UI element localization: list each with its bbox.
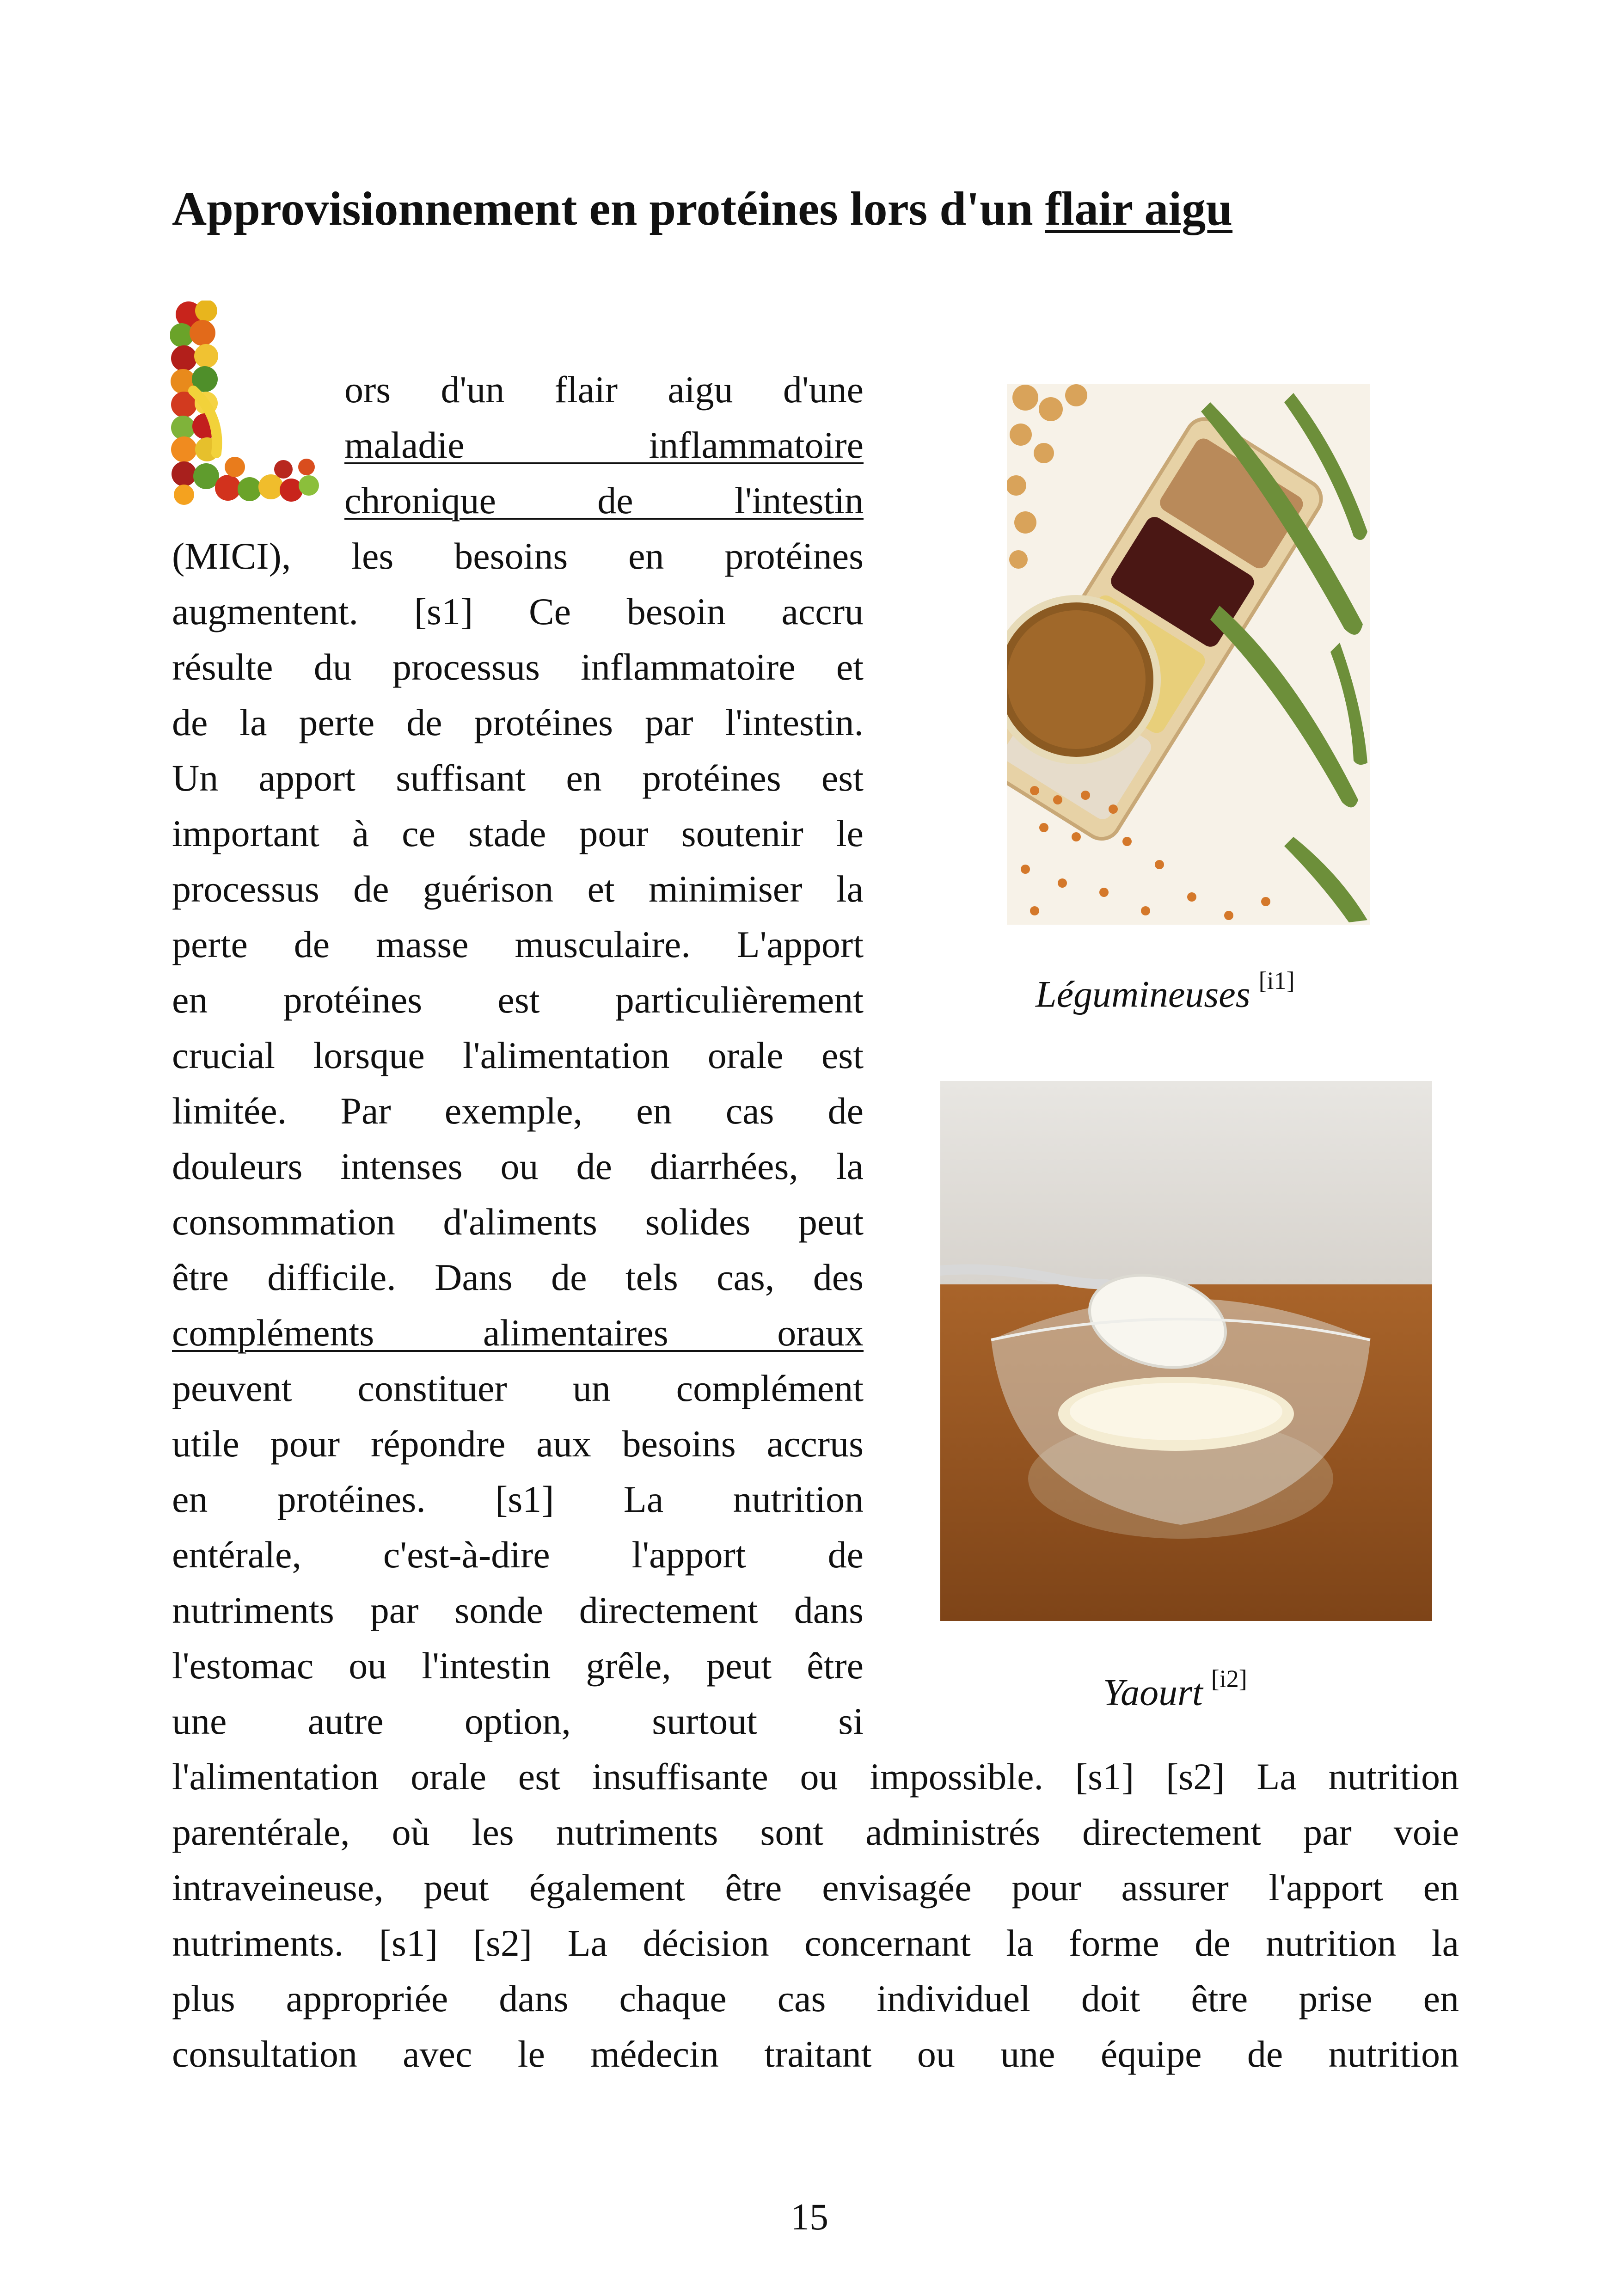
text-line: augmentent. [s1] Ce besoin accru — [172, 590, 864, 632]
text-line: utile pour répondre aux besoins accrus — [172, 1423, 864, 1465]
text-line: ors d'un flair aigu d'une — [344, 368, 864, 411]
text-line — [344, 417, 864, 473]
link-complements-oraux[interactable]: compléments alimentaires oraux — [172, 1312, 864, 1354]
page-number: 15 — [791, 2196, 828, 2238]
text-line: l'estomac ou l'intestin grêle, peut être — [172, 1645, 864, 1687]
text-line: consultation avec le médecin traitant ou une équipe de nutrition — [172, 2033, 1459, 2075]
figure-caption-legumineuses — [1036, 967, 1295, 1016]
page-title — [172, 183, 1232, 235]
text-line: perte de masse musculaire. L'apport — [172, 923, 864, 965]
text-line: l'alimentation orale est insuffisante ou impossible. [s1] [s2] La nutrition — [172, 1756, 1459, 1798]
text-line: intraveineuse, peut également être envisagée pour assurer l'apport en — [172, 1866, 1459, 1909]
text-line: résulte du processus inflammatoire et — [172, 646, 864, 688]
text-line: douleurs intenses ou de diarrhées, la — [172, 1145, 864, 1187]
link-mici-cont[interactable]: chronique de l'intestin — [344, 479, 864, 522]
text-line — [172, 1305, 864, 1361]
text-line: de la perte de protéines par l'intestin. — [172, 701, 864, 743]
text-line: consommation d'aliments solides peut — [172, 1201, 864, 1243]
yogurt-image — [940, 1081, 1432, 1621]
fruit-dropcap-letter — [170, 301, 320, 506]
image-ref-link[interactable]: [i2] — [1211, 1665, 1247, 1693]
caption-text: Légumineuses — [1036, 973, 1250, 1015]
title-text: Approvisionnement en protéines lors d'un — [172, 182, 1045, 235]
text-line: nutriments par sonde directement dans — [172, 1589, 864, 1631]
link-mici[interactable]: maladie inflammatoire — [344, 424, 864, 466]
text-line: limitée. Par exemple, en cas de — [172, 1090, 864, 1132]
text-line: crucial lorsque l'alimentation orale est — [172, 1034, 864, 1076]
text-line — [344, 473, 864, 528]
title-link-flair-aigu[interactable]: flair aigu — [1045, 182, 1233, 235]
text-line: Un apport suffisant en protéines est — [172, 757, 864, 799]
text-line: plus appropriée dans chaque cas individuel doit être prise en — [172, 1977, 1459, 2020]
text-line: en protéines. [s1] La nutrition — [172, 1478, 864, 1520]
text-line: (MICI), les besoins en protéines — [172, 535, 864, 577]
text-line: processus de guérison et minimiser la — [172, 868, 864, 910]
text-line: important à ce stade pour soutenir le — [172, 812, 864, 854]
text-line: nutriments. [s1] [s2] La décision concernant la forme de nutrition la — [172, 1922, 1459, 1964]
text-line: entérale, c'est-à-dire l'apport de — [172, 1534, 864, 1576]
image-ref-link[interactable]: [i1] — [1258, 967, 1295, 995]
text-line: peuvent constituer un complément — [172, 1367, 864, 1409]
text-line: en protéines est particulièrement — [172, 979, 864, 1021]
figure-caption-yaourt — [1103, 1665, 1247, 1714]
caption-text: Yaourt — [1103, 1671, 1203, 1713]
legumes-image — [1007, 384, 1370, 925]
text-line: parentérale, où les nutriments sont administrés directement par voie — [172, 1811, 1459, 1853]
text-line: une autre option, surtout si — [172, 1700, 864, 1742]
text-line: être difficile. Dans de tels cas, des — [172, 1256, 864, 1298]
